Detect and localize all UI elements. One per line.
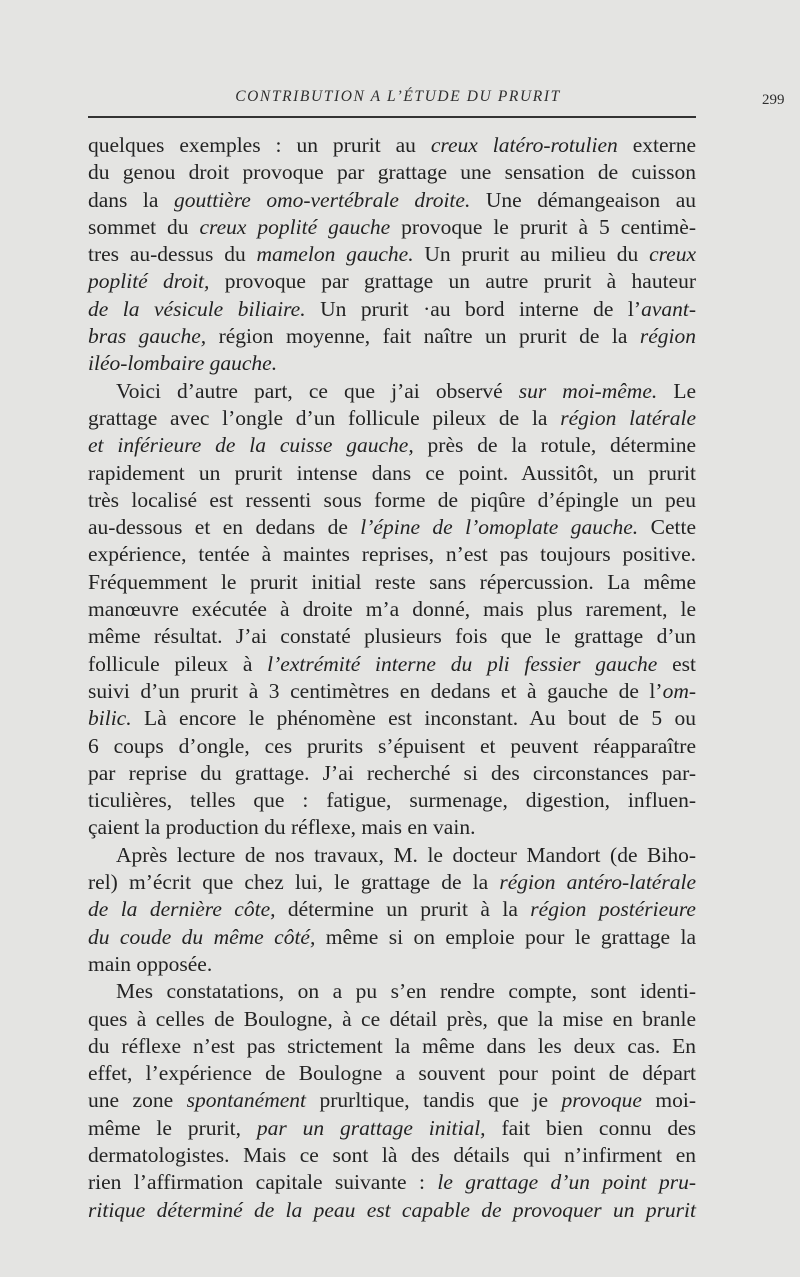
text-segment: par reprise du grattage. J’ai recherché si des circonstances par- — [88, 760, 696, 785]
text-line — [88, 323, 696, 350]
italic-segment: avant- — [641, 296, 696, 321]
italic-segment: l’épine de l’omoplate gauche. — [360, 515, 639, 540]
text-segment: externe — [617, 133, 696, 157]
italic-segment: région — [639, 324, 696, 349]
page-number: 299 — [762, 92, 785, 108]
text-line — [88, 623, 696, 650]
text-line — [88, 1115, 696, 1142]
text-segment: dermatologistes. Mais ce sont là des détails qui n’infirment en — [88, 1142, 696, 1167]
text-segment: très localisé est ressenti sous forme de piqûre d’épingle un peu — [88, 487, 696, 512]
text-line — [88, 514, 696, 541]
text-line — [88, 1006, 696, 1033]
italic-segment: om- — [662, 678, 696, 703]
italic-segment: creux poplité gauche — [199, 214, 391, 239]
text-segment: sommet du — [88, 214, 200, 239]
text-segment: provoque le prurit à 5 centimè- — [390, 214, 696, 239]
italic-segment: par un grattage initial, — [256, 1115, 486, 1140]
text-line — [88, 1169, 696, 1196]
text-segment: prurltique, tandis que je — [306, 1088, 562, 1113]
text-line — [88, 733, 696, 760]
text-line — [88, 405, 696, 432]
text-line — [88, 1033, 696, 1060]
text-segment: rien l’affirmation capitale suivante : — [88, 1170, 438, 1195]
text-line — [88, 924, 696, 951]
text-line — [88, 760, 696, 787]
text-segment: même si on emploie pour le grattage la — [315, 924, 696, 949]
text-segment: Fréquemment le prurit initial reste sans répercussion. La même — [88, 569, 696, 594]
text-line — [88, 596, 696, 623]
text-line — [88, 787, 696, 814]
text-line — [88, 1060, 696, 1087]
text-segment: région moyenne, fait naître un prurit de la — [206, 324, 640, 349]
text-line — [88, 1087, 696, 1114]
text-segment: manœuvre exécutée à droite m’a donné, mais plus rarement, le — [88, 597, 696, 622]
text-line — [88, 678, 696, 705]
text-segment: grattage avec l’ongle d’un follicule pileux de la — [88, 405, 561, 430]
text-segment: une zone — [88, 1088, 187, 1113]
italic-segment: et inférieure de la cuisse gauche, — [88, 433, 414, 458]
text-line — [88, 460, 696, 487]
text-segment: Cette — [638, 515, 696, 540]
text-line — [88, 1197, 696, 1224]
text-segment: détermine un prurit à la — [275, 897, 531, 922]
italic-segment: région postérieure — [530, 897, 696, 922]
italic-segment: spontanément — [186, 1088, 307, 1113]
text-line — [88, 187, 696, 214]
italic-segment: région latérale — [560, 405, 697, 430]
italic-segment: poplité droit, — [88, 269, 210, 294]
text-segment: moi- — [641, 1088, 696, 1113]
text-line — [88, 541, 696, 568]
text-segment: çaient la production du réflexe, mais en vain. — [88, 815, 476, 840]
italic-segment: creux — [649, 242, 697, 267]
text-line — [88, 214, 696, 241]
italic-segment: iléo-lombaire gauche. — [88, 351, 278, 376]
text-segment: rel) m’écrit que chez lui, le grattage de la — [88, 870, 500, 895]
text-segment: Après lecture de nos travaux, M. le docteur Mandort (de Biho- — [116, 842, 696, 867]
text-segment: rapidement un prurit intense dans ce point. Aussitôt, un prurit — [88, 460, 696, 485]
text-line — [88, 132, 696, 159]
text-line — [88, 569, 696, 596]
text-segment: Un prurit ·au bord interne de l’ — [305, 296, 642, 321]
text-segment: follicule pileux à — [88, 651, 268, 676]
text-line — [88, 1142, 696, 1169]
body-text — [88, 132, 696, 1224]
italic-segment: de la vésicule biliaire. — [88, 296, 306, 321]
text-line — [88, 268, 696, 295]
text-line — [88, 842, 696, 869]
text-line — [88, 814, 696, 841]
text-segment: dans la — [88, 187, 174, 212]
text-line — [88, 487, 696, 514]
text-segment: ques à celles de Boulogne, à ce détail près, que la mise en branle — [88, 1006, 696, 1031]
text-segment: fait bien connu des — [485, 1115, 696, 1140]
text-line — [88, 951, 696, 978]
text-segment: ticulières, telles que : fatigue, surmenage, digestion, influen- — [88, 788, 696, 813]
text-segment: au-dessous et en dedans de — [88, 515, 361, 540]
italic-segment: du coude du même côté, — [88, 924, 316, 949]
text-segment: effet, l’expérience de Boulogne a souvent pour point de départ — [88, 1061, 696, 1086]
text-line — [88, 159, 696, 186]
text-line — [88, 378, 696, 405]
text-segment: du réflexe n’est pas strictement la même dans les deux cas. En — [88, 1033, 696, 1058]
text-line — [88, 705, 696, 732]
text-line — [88, 869, 696, 896]
italic-segment: mamelon gauche. — [256, 242, 414, 267]
italic-segment: ritique déterminé de la peau est capable de provoquer un prurit — [88, 1197, 696, 1222]
text-segment: même résultat. J’ai constaté plusieurs fois que le grattage d’un — [88, 624, 696, 649]
text-segment: provoque par grattage un autre prurit à hauteur — [209, 269, 697, 294]
text-line — [88, 432, 696, 459]
italic-segment: bilic. — [88, 706, 132, 731]
text-line — [88, 350, 696, 377]
running-title: CONTRIBUTION A L’ÉTUDE DU PRURIT — [235, 88, 561, 105]
text-segment: quelques exemples : un prurit au — [88, 133, 431, 157]
text-line — [88, 978, 696, 1005]
text-segment: même le prurit, — [88, 1115, 257, 1140]
text-line — [88, 241, 696, 268]
italic-segment: région antéro-latérale — [499, 870, 696, 895]
text-segment: main opposée. — [88, 951, 213, 976]
text-segment: du genou droit provoque par grattage une sensation de cuisson — [88, 160, 696, 185]
italic-segment: l’extrémité interne du pli fessier gauche — [267, 651, 658, 676]
italic-segment: sur moi-même. — [518, 378, 658, 403]
text-segment: est — [657, 651, 696, 676]
text-segment: expérience, tentée à maintes reprises, n’est pas toujours positive. — [88, 542, 696, 567]
text-segment: tres au-dessus du — [88, 242, 257, 267]
text-segment: Là encore le phénomène est inconstant. Au bout de 5 ou — [131, 706, 696, 731]
italic-segment: provoque — [561, 1088, 642, 1113]
italic-segment: gouttière omo-vertébrale droite. — [173, 187, 471, 212]
text-segment: 6 coups d’ongle, ces prurits s’épuisent et peuvent réapparaître — [88, 733, 696, 758]
italic-segment: bras gauche, — [88, 324, 207, 349]
text-segment: Mes constatations, on a pu s’en rendre compte, sont identi- — [116, 979, 696, 1004]
text-segment: près de la rotule, détermine — [413, 433, 696, 458]
header-rule — [88, 116, 696, 118]
text-segment: Voici d’autre part, ce que j’ai observé — [116, 378, 519, 403]
text-segment: Le — [657, 378, 696, 403]
text-line — [88, 651, 696, 678]
text-line — [88, 296, 696, 323]
italic-segment: creux latéro-rotulien — [430, 133, 618, 157]
italic-segment: le grattage d’un point pru- — [437, 1170, 696, 1195]
italic-segment: de la dernière côte, — [88, 897, 276, 922]
text-segment: Un prurit au milieu du — [413, 242, 650, 267]
text-line — [88, 896, 696, 923]
text-segment: suivi d’un prurit à 3 centimètres en dedans et à gauche de l’ — [88, 678, 663, 703]
text-segment: Une démangeaison au — [470, 187, 696, 212]
